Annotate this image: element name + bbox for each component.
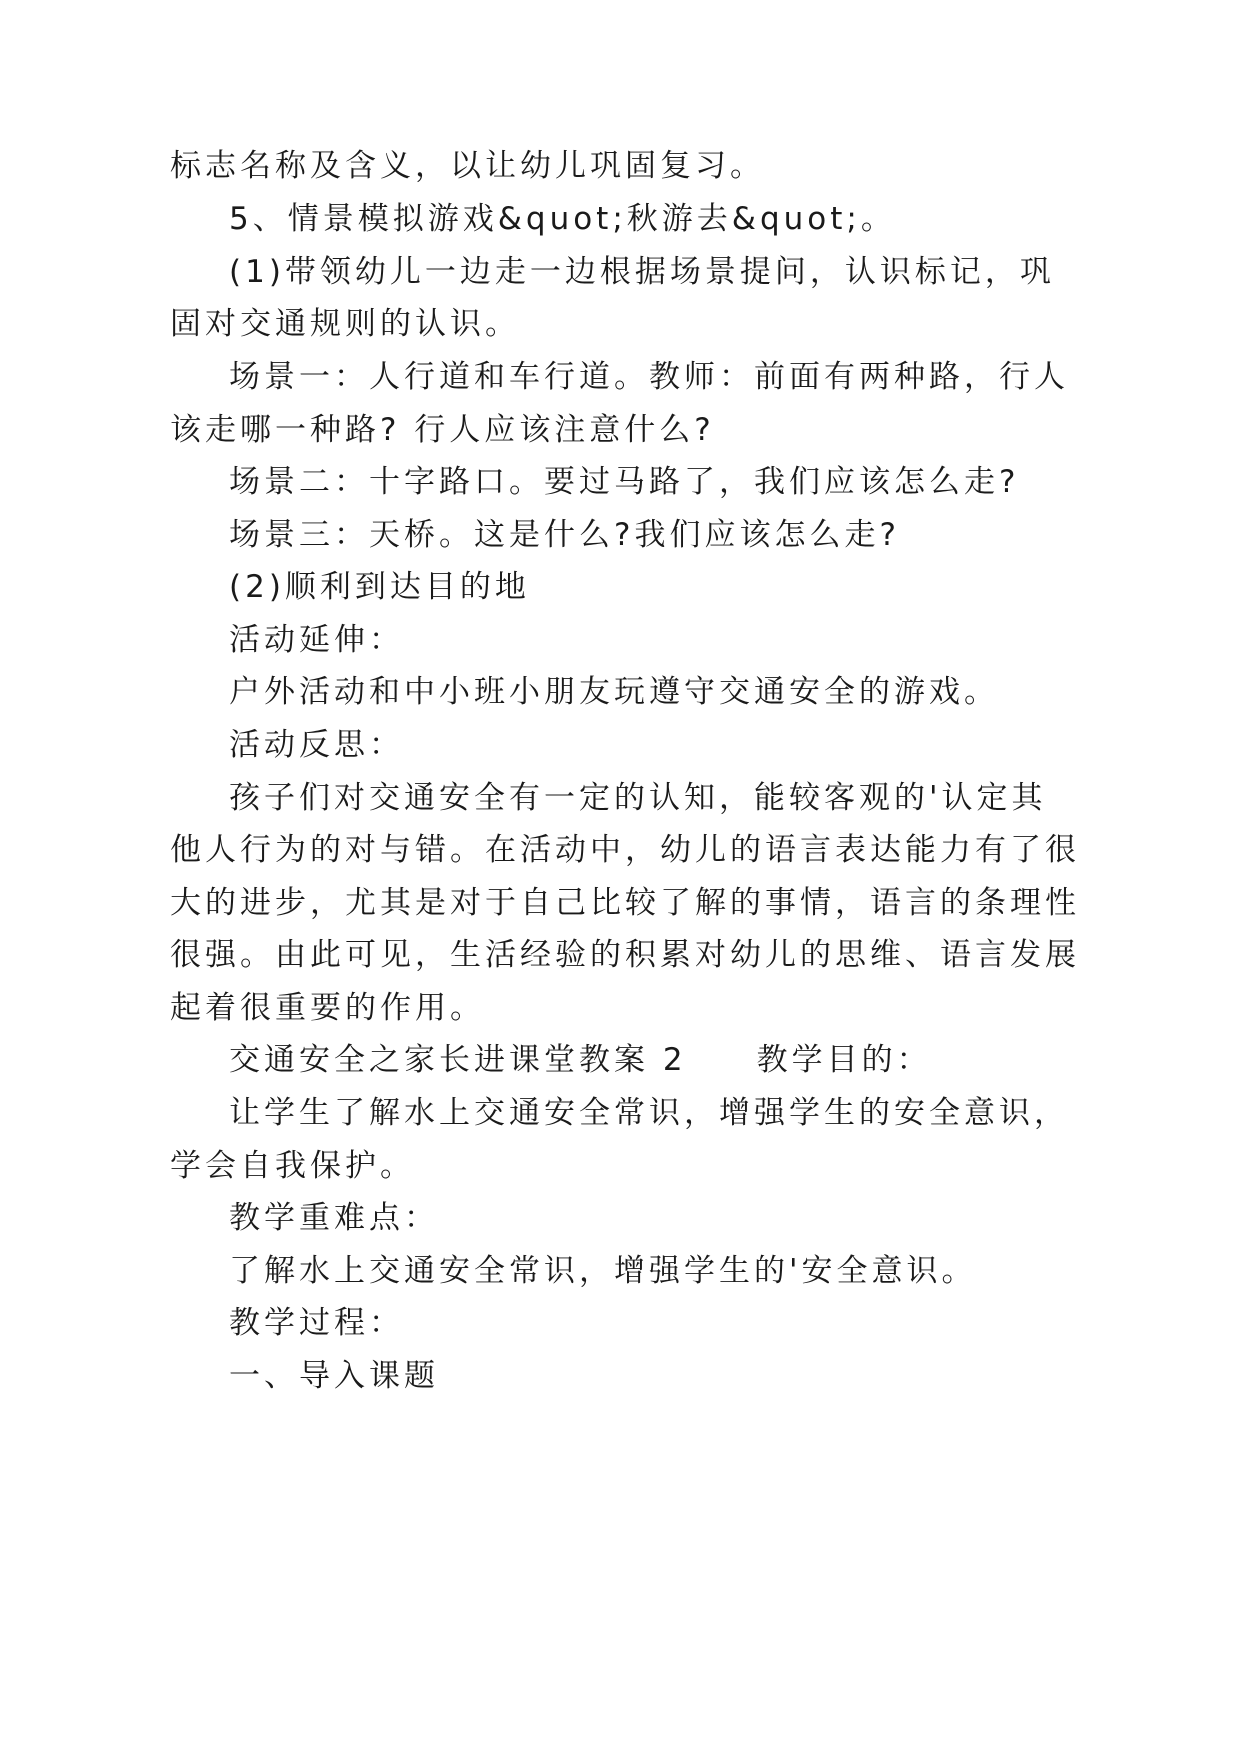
- text-line-3: (1)带领幼儿一边走一边根据场景提问，认识标记，巩: [229, 254, 1055, 290]
- text-line-8: 场景三：天桥。这是什么?我们应该怎么走?: [229, 517, 900, 553]
- text-line-7: 场景二：十字路口。要过马路了，我们应该怎么走?: [229, 464, 1020, 500]
- text-line-10: 活动延伸：: [229, 622, 404, 658]
- text-line-22: 了解水上交通安全常识，增强学生的'安全意识。: [229, 1253, 977, 1289]
- text-line-9: (2)顺利到达目的地: [229, 569, 530, 605]
- text-line-24: 一、导入课题: [229, 1358, 439, 1394]
- text-line-12: 活动反思：: [229, 727, 404, 763]
- text-line-15: 大的进步，尤其是对于自己比较了解的事情，语言的条理性: [170, 885, 1080, 921]
- text-line-4: 固对交通规则的认识。: [170, 306, 520, 342]
- text-line-21: 教学重难点：: [229, 1200, 439, 1236]
- text-line-16: 很强。由此可见，生活经验的积累对幼儿的思维、语言发展: [170, 937, 1080, 973]
- text-line-14: 他人行为的对与错。在活动中，幼儿的语言表达能力有了很: [170, 832, 1080, 868]
- text-line-5: 场景一：人行道和车行道。教师：前面有两种路，行人: [229, 359, 1069, 395]
- text-line-20: 学会自我保护。: [170, 1148, 415, 1184]
- text-line-2: 5、情景模拟游戏&quot;秋游去&quot;。: [229, 201, 896, 237]
- text-line-17: 起着很重要的作用。: [170, 990, 485, 1026]
- text-line-23: 教学过程：: [229, 1305, 404, 1341]
- text-line-19: 让学生了解水上交通安全常识，增强学生的安全意识，: [229, 1095, 1069, 1131]
- text-line-1: 标志名称及含义，以让幼儿巩固复习。: [170, 148, 765, 184]
- text-line-13: 孩子们对交通安全有一定的认知，能较客观的'认定其: [229, 780, 1047, 816]
- text-line-6: 该走哪一种路? 行人应该注意什么?: [170, 412, 715, 448]
- text-line-11: 户外活动和中小班小朋友玩遵守交通安全的游戏。: [229, 674, 999, 710]
- text-line-18: 交通安全之家长进课堂教案 2 教学目的：: [229, 1042, 932, 1078]
